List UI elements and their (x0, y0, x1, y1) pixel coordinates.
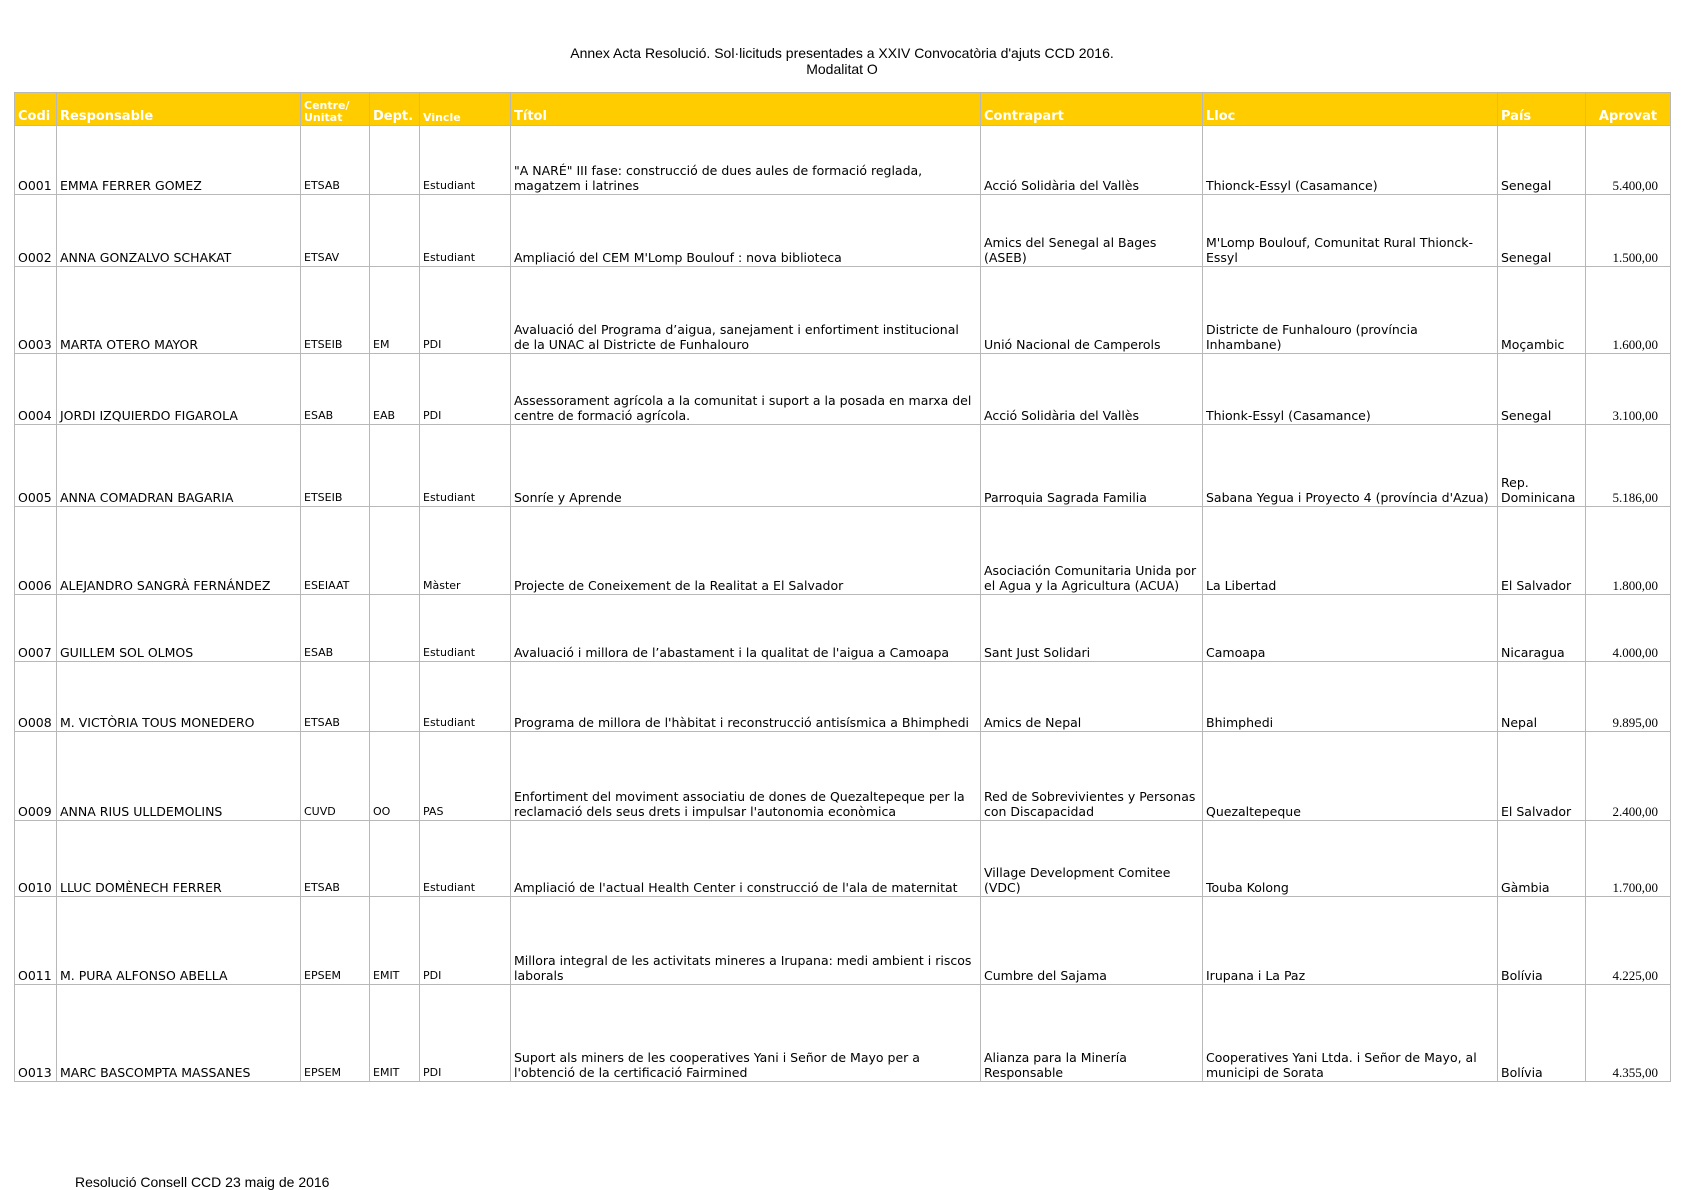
cell-centre: ETSAB (301, 662, 370, 732)
cell-centre: EPSEM (301, 985, 370, 1082)
cell-pais: Senegal (1498, 126, 1586, 195)
cell-aprovat: 9.895,00 (1586, 662, 1671, 732)
table-row (15, 354, 1671, 425)
cell-aprovat: 1.600,00 (1586, 267, 1671, 354)
cell-titol: Avaluació del Programa d’aigua, sanejament i enfortiment institucional de la UNAC al Districte de Funhalouro (511, 267, 981, 354)
cell-titol: Enfortiment del moviment associatiu de dones de Quezaltepeque per la reclamació dels seus drets i impulsar l'autonomia econòmica (511, 732, 981, 821)
cell-lloc: M'Lomp Boulouf, Comunitat Rural Thionck-Essyl (1203, 195, 1498, 267)
cell-contrapart: Amics de Nepal (981, 662, 1203, 732)
header-vincle: Vincle (420, 93, 511, 126)
cell-codi: O013 (15, 985, 57, 1082)
cell-codi: O008 (15, 662, 57, 732)
cell-dept: OO (370, 732, 420, 821)
cell-vincle: Estudiant (420, 425, 511, 507)
cell-responsable: ANNA COMADRAN BAGARIA (57, 425, 301, 507)
cell-lloc: Touba Kolong (1203, 821, 1498, 897)
cell-contrapart: Parroquia Sagrada Familia (981, 425, 1203, 507)
cell-titol: Assessorament agrícola a la comunitat i suport a la posada en marxa del centre de formació agrícola. (511, 354, 981, 425)
cell-pais: Rep. Dominicana (1498, 425, 1586, 507)
cell-aprovat: 3.100,00 (1586, 354, 1671, 425)
cell-contrapart: Amics del Senegal al Bages (ASEB) (981, 195, 1203, 267)
cell-codi: O004 (15, 354, 57, 425)
table-row (15, 267, 1671, 354)
cell-titol: Ampliació de l'actual Health Center i construcció de l'ala de maternitat (511, 821, 981, 897)
title-line-1: Annex Acta Resolució. Sol·licituds presentades a XXIV Convocatòria d'ajuts CCD 2016. (570, 45, 1114, 61)
header-contrapart: Contrapart (981, 93, 1203, 126)
header-pais: País (1498, 93, 1586, 126)
cell-responsable: ANNA GONZALVO SCHAKAT (57, 195, 301, 267)
header-responsable: Responsable (57, 93, 301, 126)
cell-centre: ESAB (301, 354, 370, 425)
cell-vincle: Estudiant (420, 821, 511, 897)
cell-contrapart: Sant Just Solidari (981, 595, 1203, 662)
table-row (15, 195, 1671, 267)
cell-centre: ESAB (301, 595, 370, 662)
cell-responsable: ALEJANDRO SANGRÀ FERNÁNDEZ (57, 507, 301, 595)
cell-contrapart: Village Development Comitee (VDC) (981, 821, 1203, 897)
cell-titol: Suport als miners de les cooperatives Yani i Señor de Mayo per a l'obtenció de la certificació Fairmined (511, 985, 981, 1082)
cell-responsable: JORDI IZQUIERDO FIGAROLA (57, 354, 301, 425)
cell-responsable: M. VICTÒRIA TOUS MONEDERO (57, 662, 301, 732)
table-row (15, 507, 1671, 595)
cell-contrapart: Cumbre del Sajama (981, 897, 1203, 985)
header-lloc: Lloc (1203, 93, 1498, 126)
cell-contrapart: Acció Solidària del Vallès (981, 354, 1203, 425)
cell-aprovat: 5.186,00 (1586, 425, 1671, 507)
cell-responsable: M. PURA ALFONSO ABELLA (57, 897, 301, 985)
cell-aprovat: 5.400,00 (1586, 126, 1671, 195)
header-codi: Codi (15, 93, 57, 126)
cell-lloc: Districte de Funhalouro (província Inhambane) (1203, 267, 1498, 354)
page-title (0, 45, 1684, 77)
cell-contrapart: Asociación Comunitaria Unida por el Agua y la Agricultura (ACUA) (981, 507, 1203, 595)
applications-table (14, 92, 1671, 1082)
cell-responsable: LLUC DOMÈNECH FERRER (57, 821, 301, 897)
cell-lloc: La Libertad (1203, 507, 1498, 595)
cell-aprovat: 4.225,00 (1586, 897, 1671, 985)
cell-titol: Sonríe y Aprende (511, 425, 981, 507)
cell-lloc: Irupana i La Paz (1203, 897, 1498, 985)
cell-centre: CUVD (301, 732, 370, 821)
cell-vincle: Estudiant (420, 126, 511, 195)
header-dept: Dept. (370, 93, 420, 126)
cell-dept (370, 507, 420, 595)
cell-responsable: ANNA RIUS ULLDEMOLINS (57, 732, 301, 821)
cell-pais: Nicaragua (1498, 595, 1586, 662)
cell-dept (370, 595, 420, 662)
cell-codi: O001 (15, 126, 57, 195)
cell-pais: Bolívia (1498, 897, 1586, 985)
cell-codi: O009 (15, 732, 57, 821)
cell-responsable: MARC BASCOMPTA MASSANES (57, 985, 301, 1082)
cell-codi: O006 (15, 507, 57, 595)
footer-note: Resolució Consell CCD 23 maig de 2016 (75, 1174, 330, 1190)
cell-centre: ETSAV (301, 195, 370, 267)
cell-titol: "A NARÉ" III fase: construcció de dues aules de formació reglada, magatzem i latrines (511, 126, 981, 195)
header-centre: Centre/ Unitat (301, 93, 370, 126)
cell-dept (370, 425, 420, 507)
cell-dept: EMIT (370, 985, 420, 1082)
cell-vincle: Estudiant (420, 595, 511, 662)
cell-dept (370, 821, 420, 897)
cell-pais: Moçambic (1498, 267, 1586, 354)
cell-dept (370, 662, 420, 732)
cell-vincle: Estudiant (420, 195, 511, 267)
cell-codi: O003 (15, 267, 57, 354)
cell-responsable: GUILLEM SOL OLMOS (57, 595, 301, 662)
cell-contrapart: Red de Sobrevivientes y Personas con Discapacidad (981, 732, 1203, 821)
cell-titol: Ampliació del CEM M'Lomp Boulouf : nova biblioteca (511, 195, 981, 267)
cell-codi: O002 (15, 195, 57, 267)
cell-codi: O011 (15, 897, 57, 985)
table-row (15, 985, 1671, 1082)
cell-responsable: MARTA OTERO MAYOR (57, 267, 301, 354)
cell-lloc: Bhimphedi (1203, 662, 1498, 732)
cell-pais: Senegal (1498, 354, 1586, 425)
cell-responsable: EMMA FERRER GOMEZ (57, 126, 301, 195)
cell-centre: ETSEIB (301, 425, 370, 507)
cell-dept: EMIT (370, 897, 420, 985)
cell-vincle: Màster (420, 507, 511, 595)
cell-aprovat: 1.500,00 (1586, 195, 1671, 267)
cell-vincle: PDI (420, 985, 511, 1082)
cell-vincle: PDI (420, 897, 511, 985)
cell-dept (370, 126, 420, 195)
cell-aprovat: 4.355,00 (1586, 985, 1671, 1082)
cell-lloc: Cooperatives Yani Ltda. i Señor de Mayo, al municipi de Sorata (1203, 985, 1498, 1082)
table-row (15, 662, 1671, 732)
table-row (15, 126, 1671, 195)
cell-pais: El Salvador (1498, 507, 1586, 595)
cell-lloc: Quezaltepeque (1203, 732, 1498, 821)
cell-vincle: PAS (420, 732, 511, 821)
table-row (15, 897, 1671, 985)
cell-codi: O007 (15, 595, 57, 662)
cell-aprovat: 2.400,00 (1586, 732, 1671, 821)
cell-pais: Senegal (1498, 195, 1586, 267)
cell-titol: Millora integral de les activitats mineres a Irupana: medi ambient i riscos laborals (511, 897, 981, 985)
cell-lloc: Thionk-Essyl (Casamance) (1203, 354, 1498, 425)
cell-contrapart: Alianza para la Minería Responsable (981, 985, 1203, 1082)
cell-vincle: PDI (420, 267, 511, 354)
table-row (15, 425, 1671, 507)
cell-pais: Nepal (1498, 662, 1586, 732)
cell-contrapart: Acció Solidària del Vallès (981, 126, 1203, 195)
cell-codi: O005 (15, 425, 57, 507)
cell-centre: ETSEIB (301, 267, 370, 354)
cell-lloc: Sabana Yegua i Proyecto 4 (província d'Azua) (1203, 425, 1498, 507)
table-header-row (15, 93, 1671, 126)
cell-lloc: Thionck-Essyl (Casamance) (1203, 126, 1498, 195)
title-line-2: Modalitat O (806, 61, 878, 77)
cell-pais: Bolívia (1498, 985, 1586, 1082)
cell-aprovat: 4.000,00 (1586, 595, 1671, 662)
cell-centre: ETSAB (301, 821, 370, 897)
header-aprovat: Aprovat (1586, 93, 1671, 126)
cell-centre: ESEIAAT (301, 507, 370, 595)
cell-aprovat: 1.700,00 (1586, 821, 1671, 897)
cell-vincle: PDI (420, 354, 511, 425)
table-row (15, 821, 1671, 897)
table-row (15, 595, 1671, 662)
cell-lloc: Camoapa (1203, 595, 1498, 662)
header-titol: Títol (511, 93, 981, 126)
table-row (15, 732, 1671, 821)
cell-contrapart: Unió Nacional de Camperols (981, 267, 1203, 354)
cell-dept (370, 195, 420, 267)
cell-dept: EM (370, 267, 420, 354)
cell-titol: Projecte de Coneixement de la Realitat a El Salvador (511, 507, 981, 595)
cell-aprovat: 1.800,00 (1586, 507, 1671, 595)
cell-centre: EPSEM (301, 897, 370, 985)
cell-dept: EAB (370, 354, 420, 425)
cell-codi: O010 (15, 821, 57, 897)
cell-titol: Programa de millora de l'hàbitat i reconstrucció antisísmica a Bhimphedi (511, 662, 981, 732)
cell-pais: El Salvador (1498, 732, 1586, 821)
cell-centre: ETSAB (301, 126, 370, 195)
cell-titol: Avaluació i millora de l’abastament i la qualitat de l'aigua a Camoapa (511, 595, 981, 662)
cell-pais: Gàmbia (1498, 821, 1586, 897)
cell-vincle: Estudiant (420, 662, 511, 732)
